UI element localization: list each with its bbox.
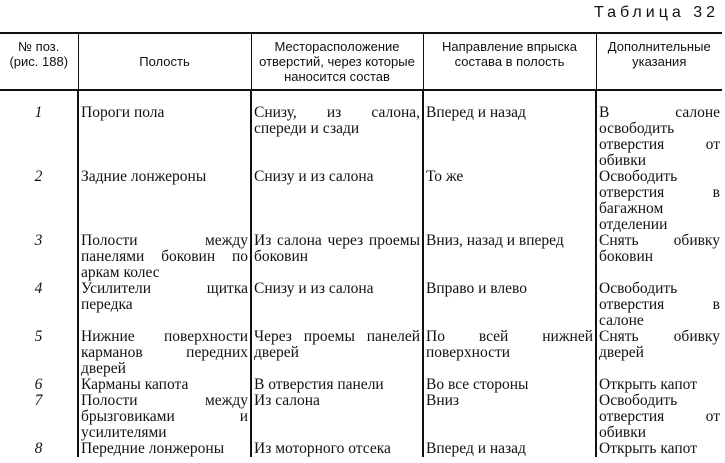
cell-direction: Вправо и влево (423, 281, 596, 329)
header-location: Месторасположение отверстий, через которые наносится состав (251, 33, 423, 90)
table-row (0, 393, 722, 441)
cell-notes: Освободить отверстия от обивки (596, 393, 722, 441)
cell-cavity: Пороги пола (78, 105, 251, 169)
header-direction: Направление впрыска состава в полость (423, 33, 596, 90)
cell-direction: Во все стороны (423, 377, 596, 393)
cell-direction: Вниз (423, 393, 596, 441)
cell-cavity: Задние лонжероны (78, 169, 251, 233)
table-row (0, 329, 722, 377)
table-body (0, 90, 722, 457)
table-row (0, 281, 722, 329)
cell-notes: Освободить отверстия в салоне (596, 281, 722, 329)
data-table (0, 32, 722, 457)
cell-num: 6 (34, 376, 43, 393)
cell-num: 5 (34, 328, 43, 345)
cell-location: Через проемы панелей дверей (251, 329, 423, 377)
table-row (0, 441, 722, 457)
cell-direction: Вперед и назад (423, 441, 596, 457)
cell-location: Из моторного отсека (251, 441, 423, 457)
cell-location: Снизу, из салона, спереди и сзади (251, 105, 423, 169)
header-cavity: Полость (78, 33, 251, 90)
cell-direction: То же (423, 169, 596, 233)
table-header (0, 33, 722, 90)
cell-cavity: Полости между панелями боковин по аркам колес (78, 233, 251, 281)
table-row (0, 377, 722, 393)
cell-notes: Освободить отверстия в багажном отделении (596, 169, 722, 233)
header-num: № поз. (рис. 188) (0, 33, 78, 90)
cell-direction: Вперед и назад (423, 105, 596, 169)
cell-location: Снизу и из салона (251, 169, 423, 233)
cell-notes: Снять обивку боковин (596, 233, 722, 281)
cell-notes: Открыть капот (596, 377, 722, 393)
header-spacer (0, 90, 722, 105)
table-row (0, 169, 722, 233)
table-row (0, 105, 722, 169)
cell-notes: В салоне освободить отверстия от обивки (596, 105, 722, 169)
cell-location: В отверстия панели (251, 377, 423, 393)
cell-notes: Открыть капот (596, 441, 722, 457)
cell-location: Снизу и из салона (251, 281, 423, 329)
cell-num: 2 (34, 168, 43, 185)
cell-num: 1 (34, 104, 43, 121)
table-caption: Таблица 32 (594, 4, 719, 21)
cell-cavity: Передние лонжероны (78, 441, 251, 457)
cell-num: 7 (34, 392, 43, 409)
cell-direction: По всей нижней поверхности (423, 329, 596, 377)
header-notes: Дополнительные указания (596, 33, 722, 90)
cell-cavity: Усилители щитка передка (78, 281, 251, 329)
cell-cavity: Полости между брызговиками и усилителями (78, 393, 251, 441)
cell-num: 4 (34, 280, 43, 297)
cell-cavity: Карманы капота (78, 377, 251, 393)
cell-location: Из салона через проемы боковин (251, 233, 423, 281)
cell-notes: Снять обивку дверей (596, 329, 722, 377)
table-row (0, 233, 722, 281)
cell-num: 3 (34, 232, 43, 249)
cell-cavity: Нижние поверхности карманов передних дверей (78, 329, 251, 377)
cell-location: Из салона (251, 393, 423, 441)
cell-num: 8 (34, 440, 43, 457)
cell-direction: Вниз, назад и вперед (423, 233, 596, 281)
